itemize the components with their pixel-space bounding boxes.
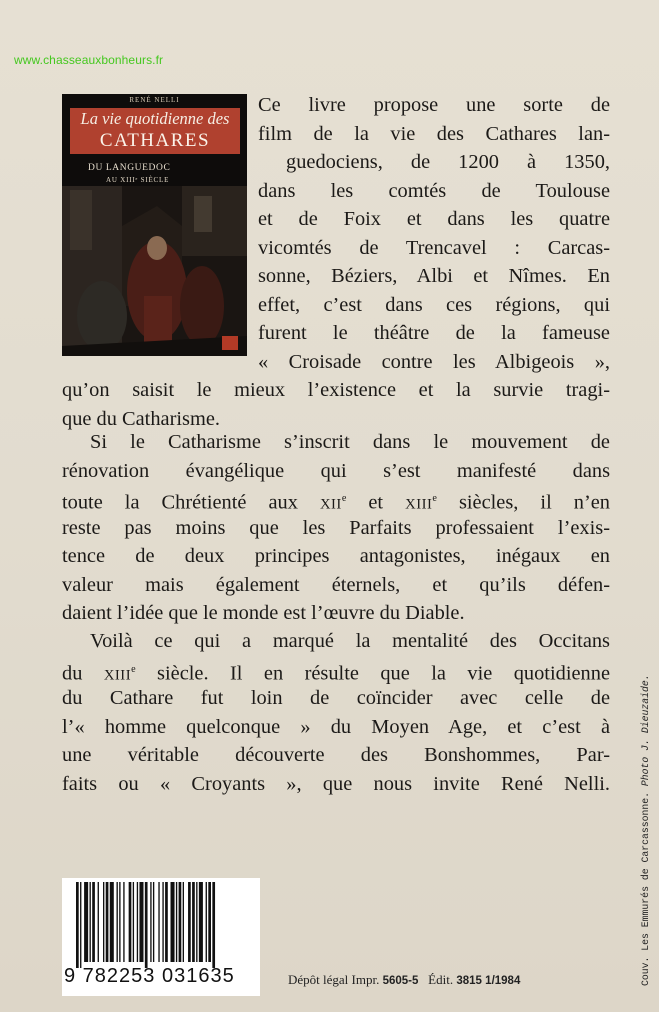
text-line: du Cathare fut loin de coïncider avec celle de [62, 687, 610, 709]
text-line: l’« homme quelconque » du Moyen Age, et c’est à [62, 715, 610, 738]
cover-author: RENÉ NELLI [129, 96, 180, 104]
legal-impr-number: 5605-5 [382, 975, 419, 987]
barcode-bar [80, 882, 81, 968]
text-line: Ce livre propose une sorte de [258, 94, 610, 116]
barcode-bar [137, 882, 138, 962]
barcode-bar [117, 882, 118, 962]
barcode-bar [98, 882, 99, 962]
paragraph-1-continued [62, 376, 610, 433]
cover-title-line2: CATHARES [99, 130, 211, 151]
cover-subtitle2: AU XIIIᵉ SIÈCLE [106, 176, 170, 184]
text-line: furent le théâtre de la fameuse [258, 322, 610, 344]
barcode-bar [133, 882, 134, 962]
cover-title-band [70, 108, 240, 154]
barcode-bar [179, 882, 182, 962]
photo-credit: Photo J. Dieuzaide. [640, 674, 651, 787]
legal-edit-label: Édit. [428, 972, 454, 987]
barcode-bar [165, 882, 168, 962]
barcode-bar [176, 882, 177, 962]
paragraph-1 [258, 91, 610, 376]
text-line: que du Catharisme. [62, 407, 220, 430]
barcode-bar [76, 882, 79, 968]
text-line: « Croisade contre les Albigeois », [258, 350, 610, 373]
text-line: valeur mais également éternels, et qu’ils défen- [62, 573, 610, 596]
legal-date: 1/1984 [485, 975, 521, 987]
barcode-bar [212, 882, 215, 968]
barcode-bar [162, 882, 163, 962]
barcode-bar [188, 882, 191, 962]
text-line: dans les comtés de Toulouse [258, 179, 610, 202]
barcode-digits: 9 782253 031635 [64, 965, 235, 987]
paragraph-2 [62, 428, 610, 628]
text-line: une véritable découverte des Bonshommes, Par- [62, 744, 610, 766]
barcode-bar [206, 882, 207, 962]
text-line: toute la Chrétienté aux XIIe et XIIIe siècles, il n’en [62, 491, 610, 514]
barcode-bar [158, 882, 159, 962]
text-line: Voilà ce qui a marqué la mentalité des Occitans [90, 630, 610, 652]
barcode-bar [90, 882, 91, 962]
text-line: vicomtés de Trencavel : Carcas- [258, 236, 610, 259]
text-line: qu’on saisit le mieux l’existence et la survie tragi- [62, 379, 610, 401]
text-line: guedociens, de 1200 à 1350, [286, 151, 610, 173]
barcode-bar [192, 882, 195, 962]
watermark-url: www.chasseauxbonheurs.fr [14, 53, 164, 67]
barcode-bars [76, 882, 252, 968]
barcode-bar [208, 882, 211, 962]
text-line: et de Foix et dans les quatre [258, 208, 610, 230]
barcode-bar [110, 882, 114, 962]
paragraph-3 [62, 627, 610, 798]
cover-title-line1: La vie quotidienne des [80, 109, 230, 128]
barcode-bar [84, 882, 88, 962]
text-line: sonne, Béziers, Albi et Nîmes. En [258, 265, 610, 287]
barcode-bar [153, 882, 154, 962]
barcode-bar [171, 882, 175, 962]
barcode-bar [196, 882, 197, 962]
text-line: Si le Catharisme s’inscrit dans le mouvement de [90, 431, 610, 453]
barcode-bar [123, 882, 124, 962]
barcode-bar [183, 882, 184, 962]
text-line: faits ou « Croyants », que nous invite René Nelli. [62, 772, 610, 795]
barcode-bar [139, 882, 143, 962]
barcode-bar [199, 882, 203, 962]
cover-painting-illustration [62, 186, 247, 356]
barcode-bar [145, 882, 148, 968]
cover-thumbnail [62, 94, 247, 356]
barcode-bar [150, 882, 151, 962]
text-line: daient l’idée que le monde est l’œuvre du Diable. [62, 602, 465, 624]
text-line: reste pas moins que les Parfaits professaient l’exis- [62, 516, 610, 539]
cover-subtitle1: DU LANGUEDOC [88, 163, 171, 173]
text-line: effet, c’est dans ces régions, qui [258, 293, 610, 316]
barcode-bar [119, 882, 120, 962]
legal-depot-label: Dépôt légal Impr. [288, 972, 380, 987]
text-line: film de la vie des Cathares lan- [258, 122, 610, 145]
barcode-bar [103, 882, 104, 962]
barcode-bar [92, 882, 95, 962]
legal-deposit [288, 972, 520, 988]
legal-edit-number: 3815 [456, 975, 482, 987]
cover-credit [640, 641, 651, 986]
barcode-bar [129, 882, 132, 962]
text-line: rénovation évangélique qui s’est manifesté dans [62, 459, 610, 482]
barcode-bar [106, 882, 109, 962]
isbn-barcode [62, 878, 260, 996]
text-line: du XIIIe siècle. Il en résulte que la vie quotidienne [62, 662, 610, 684]
credit-text: Couv. Les Emmurés de Carcassonne. [640, 791, 651, 986]
text-line: tence de deux principes antagonistes, inégaux en [62, 545, 610, 567]
